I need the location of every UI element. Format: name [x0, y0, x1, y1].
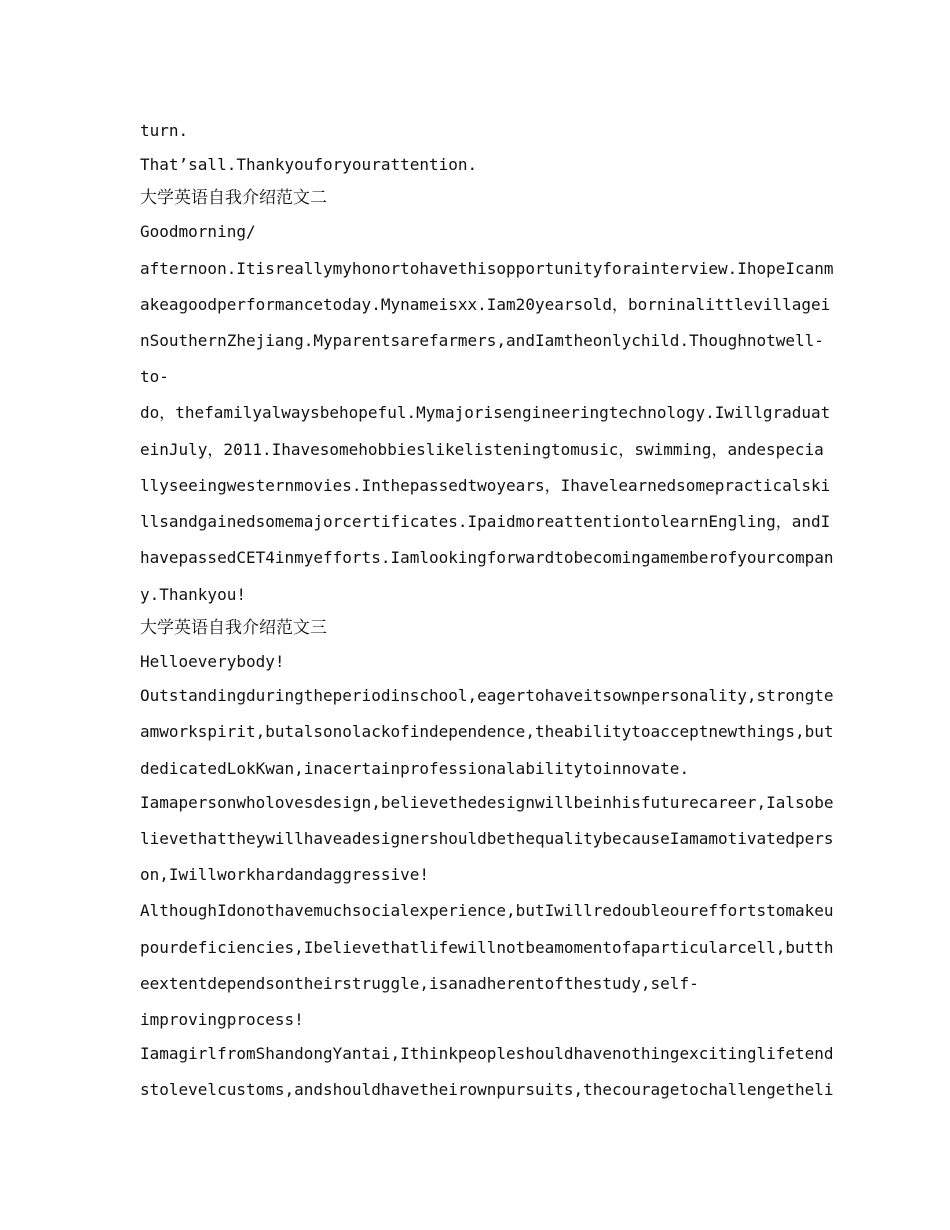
text-line: havepassedCET4inmyefforts.Iamlookingforwardtobecomingamemberofyourcompan: [140, 548, 834, 567]
text-line: lievethattheywillhaveadesignershouldbethequalitybecauseIamamotivatedpers: [140, 829, 834, 848]
text-line: to-: [140, 367, 169, 386]
text-line: That’sall.Thankyouforyourattention.: [140, 155, 478, 174]
text-line: dedicatedLokKwan,inacertainprofessionalabilitytoinnovate.: [140, 759, 690, 778]
text-line: einJuly，2011.Ihavesomehobbieslikelisteningtomusic，swimming，andespecia: [140, 440, 824, 459]
text-line: akeagoodperformancetoday.Mynameisxx.Iam20yearsold，borninalittlevillagei: [140, 295, 831, 314]
text-line: y.Thankyou!: [140, 585, 246, 604]
section-heading: 大学英语自我介绍范文三: [140, 618, 327, 638]
text-line: llsandgainedsomemajorcertificates.IpaidmoreattentiontolearnEngling，andI: [140, 512, 831, 531]
section-heading: 大学英语自我介绍范文二: [140, 188, 327, 208]
text-line: llyseeingwesternmovies.Inthepassedtwoyears，Ihavelearnedsomepracticalski: [140, 476, 831, 495]
text-line: eextentdependsontheirstruggle,isanadherentofthestudy,self-: [140, 974, 699, 993]
text-line: afternoon.Itisreallymyhonortohavethisopportunityforainterview.IhopeIcanm: [140, 259, 834, 278]
text-line: improvingprocess!: [140, 1010, 304, 1029]
text-line: IamagirlfromShandongYantai,Ithinkpeopleshouldhavenothingexcitinglifetend: [140, 1044, 834, 1063]
text-line: Goodmorning/: [140, 222, 256, 241]
text-line: turn.: [140, 121, 189, 140]
text-line: amworkspirit,butalsonolackofindependence,theabilitytoacceptnewthings,but: [140, 722, 834, 741]
text-line: Outstandingduringtheperiodinschool,eagertohaveitsownpersonality,strongte: [140, 686, 834, 705]
text-line: do，thefamilyalwaysbehopeful.Mymajorisengineeringtechnology.Iwillgraduat: [140, 403, 831, 422]
text-line: pourdeficiencies,Ibelievethatlifewillnotbeamomentofaparticularcell,butth: [140, 938, 834, 957]
text-line: AlthoughIdonothavemuchsocialexperience,butIwillredoubleoureffortstomakeu: [140, 901, 834, 920]
text-line: on,Iwillworkhardandaggressive!: [140, 865, 429, 884]
text-line: Helloeverybody!: [140, 652, 285, 671]
text-line: nSouthernZhejiang.Myparentsarefarmers,andIamtheonlychild.Thoughnotwell-: [140, 331, 824, 350]
text-line: Iamapersonwholovesdesign,believethedesignwillbeinhisfuturecareer,Ialsobe: [140, 793, 834, 812]
text-line: stolevelcustoms,andshouldhavetheirownpursuits,thecouragetochallengetheli: [140, 1080, 834, 1099]
